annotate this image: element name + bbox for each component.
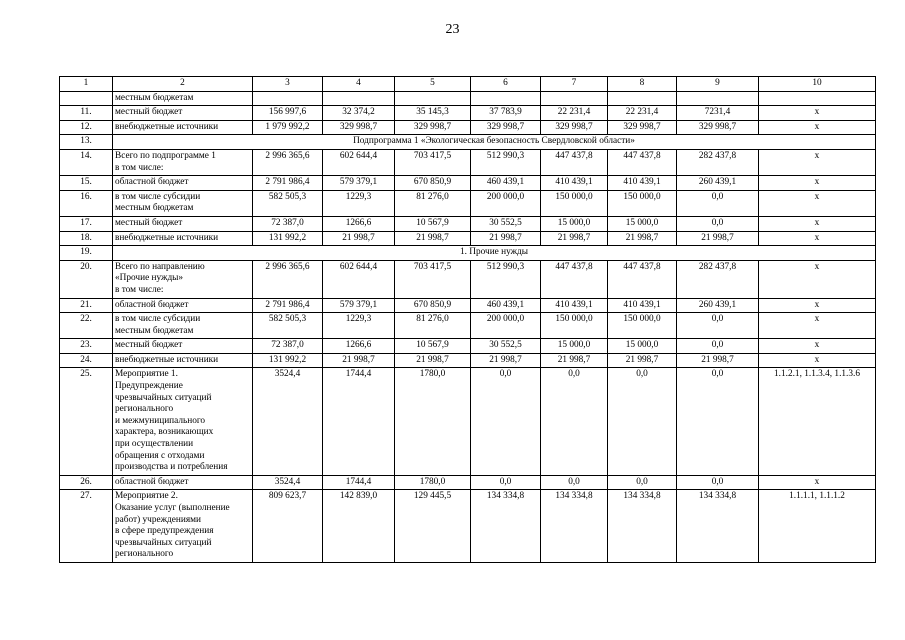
header-row [60,77,876,92]
value-cell: 131 992,2 [253,353,323,368]
row-number: 20. [60,260,113,298]
value-cell: 81 276,0 [395,313,471,339]
table-row [60,339,876,354]
target-ref-cell: х [759,231,876,246]
value-cell: 329 998,7 [677,120,759,135]
value-cell: 0,0 [677,313,759,339]
row-label-line: в том числе субсидии [115,191,201,202]
value-cell: 447 437,8 [608,260,677,298]
value-cell: 0,0 [608,475,677,490]
value-cell: 150 000,0 [541,190,608,216]
value-cell: 10 567,9 [395,216,471,231]
row-label-line: Предупреждение [115,381,183,392]
value-cell: 150 000,0 [541,313,608,339]
row-number: 21. [60,298,113,313]
value-cell: 602 644,4 [323,260,395,298]
value-cell: 460 439,1 [471,298,541,313]
header-cell: 3 [253,77,323,92]
value-cell: 3524,4 [253,368,323,475]
row-label [113,91,253,106]
value-cell: 35 145,3 [395,106,471,121]
value-cell: 703 417,5 [395,260,471,298]
value-cell: 1229,3 [323,313,395,339]
row-label-line: в сфере предупреждения [115,526,214,537]
value-cell: 582 505,3 [253,190,323,216]
row-label-line: местным бюджетам [115,325,194,336]
row-number [60,91,113,106]
header-cell: 8 [608,77,677,92]
value-cell: 329 998,7 [608,120,677,135]
row-label [113,216,253,231]
value-cell: 329 998,7 [395,120,471,135]
row-label-line: Мероприятие 2. [115,491,178,502]
value-cell: 200 000,0 [471,313,541,339]
value-cell: 1744,4 [323,368,395,475]
value-cell [541,91,608,106]
value-cell: 15 000,0 [608,216,677,231]
row-label [113,120,253,135]
value-cell: 703 417,5 [395,149,471,175]
value-cell: 260 439,1 [677,298,759,313]
target-ref-cell: х [759,475,876,490]
target-ref-cell: 1.1.2.1, 1.1.3.4, 1.1.3.6 [759,368,876,475]
row-number: 26. [60,475,113,490]
value-cell [253,91,323,106]
row-label [113,490,253,563]
value-cell: 410 439,1 [541,176,608,191]
value-cell: 579 379,1 [323,298,395,313]
value-cell: 1229,3 [323,190,395,216]
table-row [60,260,876,298]
row-label-line: внебюджетные источники [115,121,219,132]
target-ref-cell [759,91,876,106]
row-label-line: чрезвычайных ситуаций [115,537,212,548]
value-cell: 282 437,8 [677,149,759,175]
value-cell: 150 000,0 [608,313,677,339]
target-ref-cell: х [759,298,876,313]
row-number: 14. [60,149,113,175]
value-cell: 670 850,9 [395,176,471,191]
value-cell [323,91,395,106]
value-cell: 134 334,8 [608,490,677,563]
row-label-line: местным бюджетам [115,92,194,103]
value-cell: 134 334,8 [677,490,759,563]
target-ref-cell: х [759,120,876,135]
value-cell: 512 990,3 [471,149,541,175]
header-cell: 7 [541,77,608,92]
value-cell: 0,0 [677,339,759,354]
value-cell: 15 000,0 [541,216,608,231]
row-label-line: внебюджетные источники [115,354,219,365]
row-label-line: при осуществлении [115,439,194,450]
value-cell: 81 276,0 [395,190,471,216]
row-number: 12. [60,120,113,135]
table-body [60,91,876,562]
row-number: 11. [60,106,113,121]
target-ref-cell: х [759,149,876,175]
header-cell: 2 [113,77,253,92]
table-row [60,149,876,175]
header-cell: 6 [471,77,541,92]
row-number: 16. [60,190,113,216]
value-cell: 129 445,5 [395,490,471,563]
table-row [60,135,876,150]
row-number: 24. [60,353,113,368]
row-label-line: производства и потребления [115,462,228,473]
value-cell: 447 437,8 [541,149,608,175]
header-cell: 10 [759,77,876,92]
value-cell: 2 791 986,4 [253,298,323,313]
value-cell [608,91,677,106]
value-cell: 0,0 [541,475,608,490]
value-cell: 21 998,7 [323,231,395,246]
row-label [113,475,253,490]
value-cell: 1780,0 [395,368,471,475]
value-cell: 512 990,3 [471,260,541,298]
value-cell: 15 000,0 [608,339,677,354]
header-cell: 5 [395,77,471,92]
row-label-line: областной бюджет [115,476,189,487]
row-number: 17. [60,216,113,231]
value-cell: 1266,6 [323,339,395,354]
row-label-line: местным бюджетам [115,203,194,214]
value-cell [471,91,541,106]
value-cell: 21 998,7 [395,353,471,368]
value-cell: 0,0 [471,475,541,490]
value-cell: 134 334,8 [471,490,541,563]
value-cell: 131 992,2 [253,231,323,246]
row-label-line: в том числе: [115,284,164,295]
row-number: 15. [60,176,113,191]
value-cell: 582 505,3 [253,313,323,339]
value-cell: 7231,4 [677,106,759,121]
value-cell: 156 997,6 [253,106,323,121]
row-number: 22. [60,313,113,339]
value-cell: 329 998,7 [471,120,541,135]
table-row [60,190,876,216]
value-cell: 460 439,1 [471,176,541,191]
value-cell: 0,0 [677,190,759,216]
value-cell: 22 231,4 [608,106,677,121]
value-cell: 1744,4 [323,475,395,490]
value-cell: 2 996 365,6 [253,149,323,175]
table-row [60,353,876,368]
row-number: 18. [60,231,113,246]
value-cell: 1266,6 [323,216,395,231]
row-label-line: внебюджетные источники [115,232,219,243]
target-ref-cell: х [759,313,876,339]
row-label-line: местный бюджет [115,340,183,351]
table-row [60,106,876,121]
value-cell: 200 000,0 [471,190,541,216]
value-cell [395,91,471,106]
row-label [113,176,253,191]
value-cell: 670 850,9 [395,298,471,313]
table-row [60,475,876,490]
value-cell: 0,0 [677,368,759,475]
value-cell: 0,0 [541,368,608,475]
row-label [113,368,253,475]
target-ref-cell: х [759,176,876,191]
target-ref-cell: х [759,106,876,121]
row-label [113,298,253,313]
row-number: 27. [60,490,113,563]
value-cell: 602 644,4 [323,149,395,175]
header-cell: 1 [60,77,113,92]
value-cell: 142 839,0 [323,490,395,563]
table-row [60,368,876,475]
row-label-line: регионального [115,404,174,415]
target-ref-cell: х [759,190,876,216]
value-cell: 30 552,5 [471,216,541,231]
value-cell: 447 437,8 [608,149,677,175]
row-label-line: в том числе субсидии [115,314,201,325]
value-cell: 21 998,7 [677,231,759,246]
row-label-line: Всего по направлению [115,261,205,272]
row-label [113,231,253,246]
value-cell: 22 231,4 [541,106,608,121]
row-label-line: характера, возникающих [115,427,214,438]
table-row [60,91,876,106]
value-cell: 410 439,1 [541,298,608,313]
value-cell: 21 998,7 [395,231,471,246]
value-cell [677,91,759,106]
target-ref-cell: х [759,339,876,354]
table-row [60,490,876,563]
value-cell: 3524,4 [253,475,323,490]
row-label-line: обращения с отходами [115,450,205,461]
value-cell: 21 998,7 [323,353,395,368]
row-number: 13. [60,135,113,150]
value-cell: 15 000,0 [541,339,608,354]
section-heading: 1. Прочие нужды [113,246,876,261]
value-cell: 260 439,1 [677,176,759,191]
value-cell: 21 998,7 [677,353,759,368]
value-cell: 1 979 992,2 [253,120,323,135]
target-ref-cell: х [759,353,876,368]
table-row [60,231,876,246]
budget-table [59,76,876,563]
header-cell: 4 [323,77,395,92]
section-heading: Подпрограмма 1 «Экологическая безопасность Свердловской области» [113,135,876,150]
value-cell: 21 998,7 [471,353,541,368]
row-number: 23. [60,339,113,354]
value-cell: 809 623,7 [253,490,323,563]
table-row [60,313,876,339]
row-label-line: чрезвычайных ситуаций [115,392,212,403]
row-label-line: в том числе: [115,162,164,173]
row-label [113,190,253,216]
row-number: 19. [60,246,113,261]
target-ref-cell: 1.1.1.1, 1.1.1.2 [759,490,876,563]
row-label-line: местный бюджет [115,107,183,118]
row-label-line: «Прочие нужды» [115,273,184,284]
value-cell: 579 379,1 [323,176,395,191]
value-cell: 282 437,8 [677,260,759,298]
row-label [113,339,253,354]
value-cell: 30 552,5 [471,339,541,354]
value-cell: 32 374,2 [323,106,395,121]
value-cell: 2 791 986,4 [253,176,323,191]
value-cell: 0,0 [677,475,759,490]
row-label [113,106,253,121]
row-label-line: регионального [115,549,174,560]
value-cell: 134 334,8 [541,490,608,563]
table-row [60,216,876,231]
row-label [113,260,253,298]
value-cell: 21 998,7 [608,231,677,246]
value-cell: 37 783,9 [471,106,541,121]
table-row [60,298,876,313]
page-number: 23 [445,22,460,37]
value-cell: 329 998,7 [323,120,395,135]
value-cell: 447 437,8 [541,260,608,298]
value-cell: 0,0 [608,368,677,475]
value-cell: 21 998,7 [541,353,608,368]
value-cell: 410 439,1 [608,298,677,313]
value-cell: 1780,0 [395,475,471,490]
value-cell: 72 387,0 [253,339,323,354]
row-label-line: Мероприятие 1. [115,369,178,380]
target-ref-cell: х [759,216,876,231]
value-cell: 21 998,7 [608,353,677,368]
header-cell: 9 [677,77,759,92]
row-label-line: и межмуниципального [115,415,206,426]
value-cell: 72 387,0 [253,216,323,231]
row-label [113,149,253,175]
value-cell: 21 998,7 [541,231,608,246]
value-cell: 2 996 365,6 [253,260,323,298]
row-label-line: Всего по подпрограмме 1 [115,150,216,161]
row-label-line: Оказание услуг (выполнение [115,503,230,513]
row-label-line: областной бюджет [115,299,189,310]
value-cell: 329 998,7 [541,120,608,135]
value-cell: 150 000,0 [608,190,677,216]
table-row [60,246,876,261]
table-row [60,176,876,191]
target-ref-cell: х [759,260,876,298]
row-number: 25. [60,368,113,475]
row-label-line: местный бюджет [115,217,183,228]
value-cell: 0,0 [471,368,541,475]
value-cell: 410 439,1 [608,176,677,191]
value-cell: 10 567,9 [395,339,471,354]
row-label [113,353,253,368]
value-cell: 0,0 [677,216,759,231]
row-label-line: работ) учреждениями [115,514,201,525]
row-label [113,313,253,339]
row-label-line: областной бюджет [115,177,189,188]
table-row [60,120,876,135]
value-cell: 21 998,7 [471,231,541,246]
